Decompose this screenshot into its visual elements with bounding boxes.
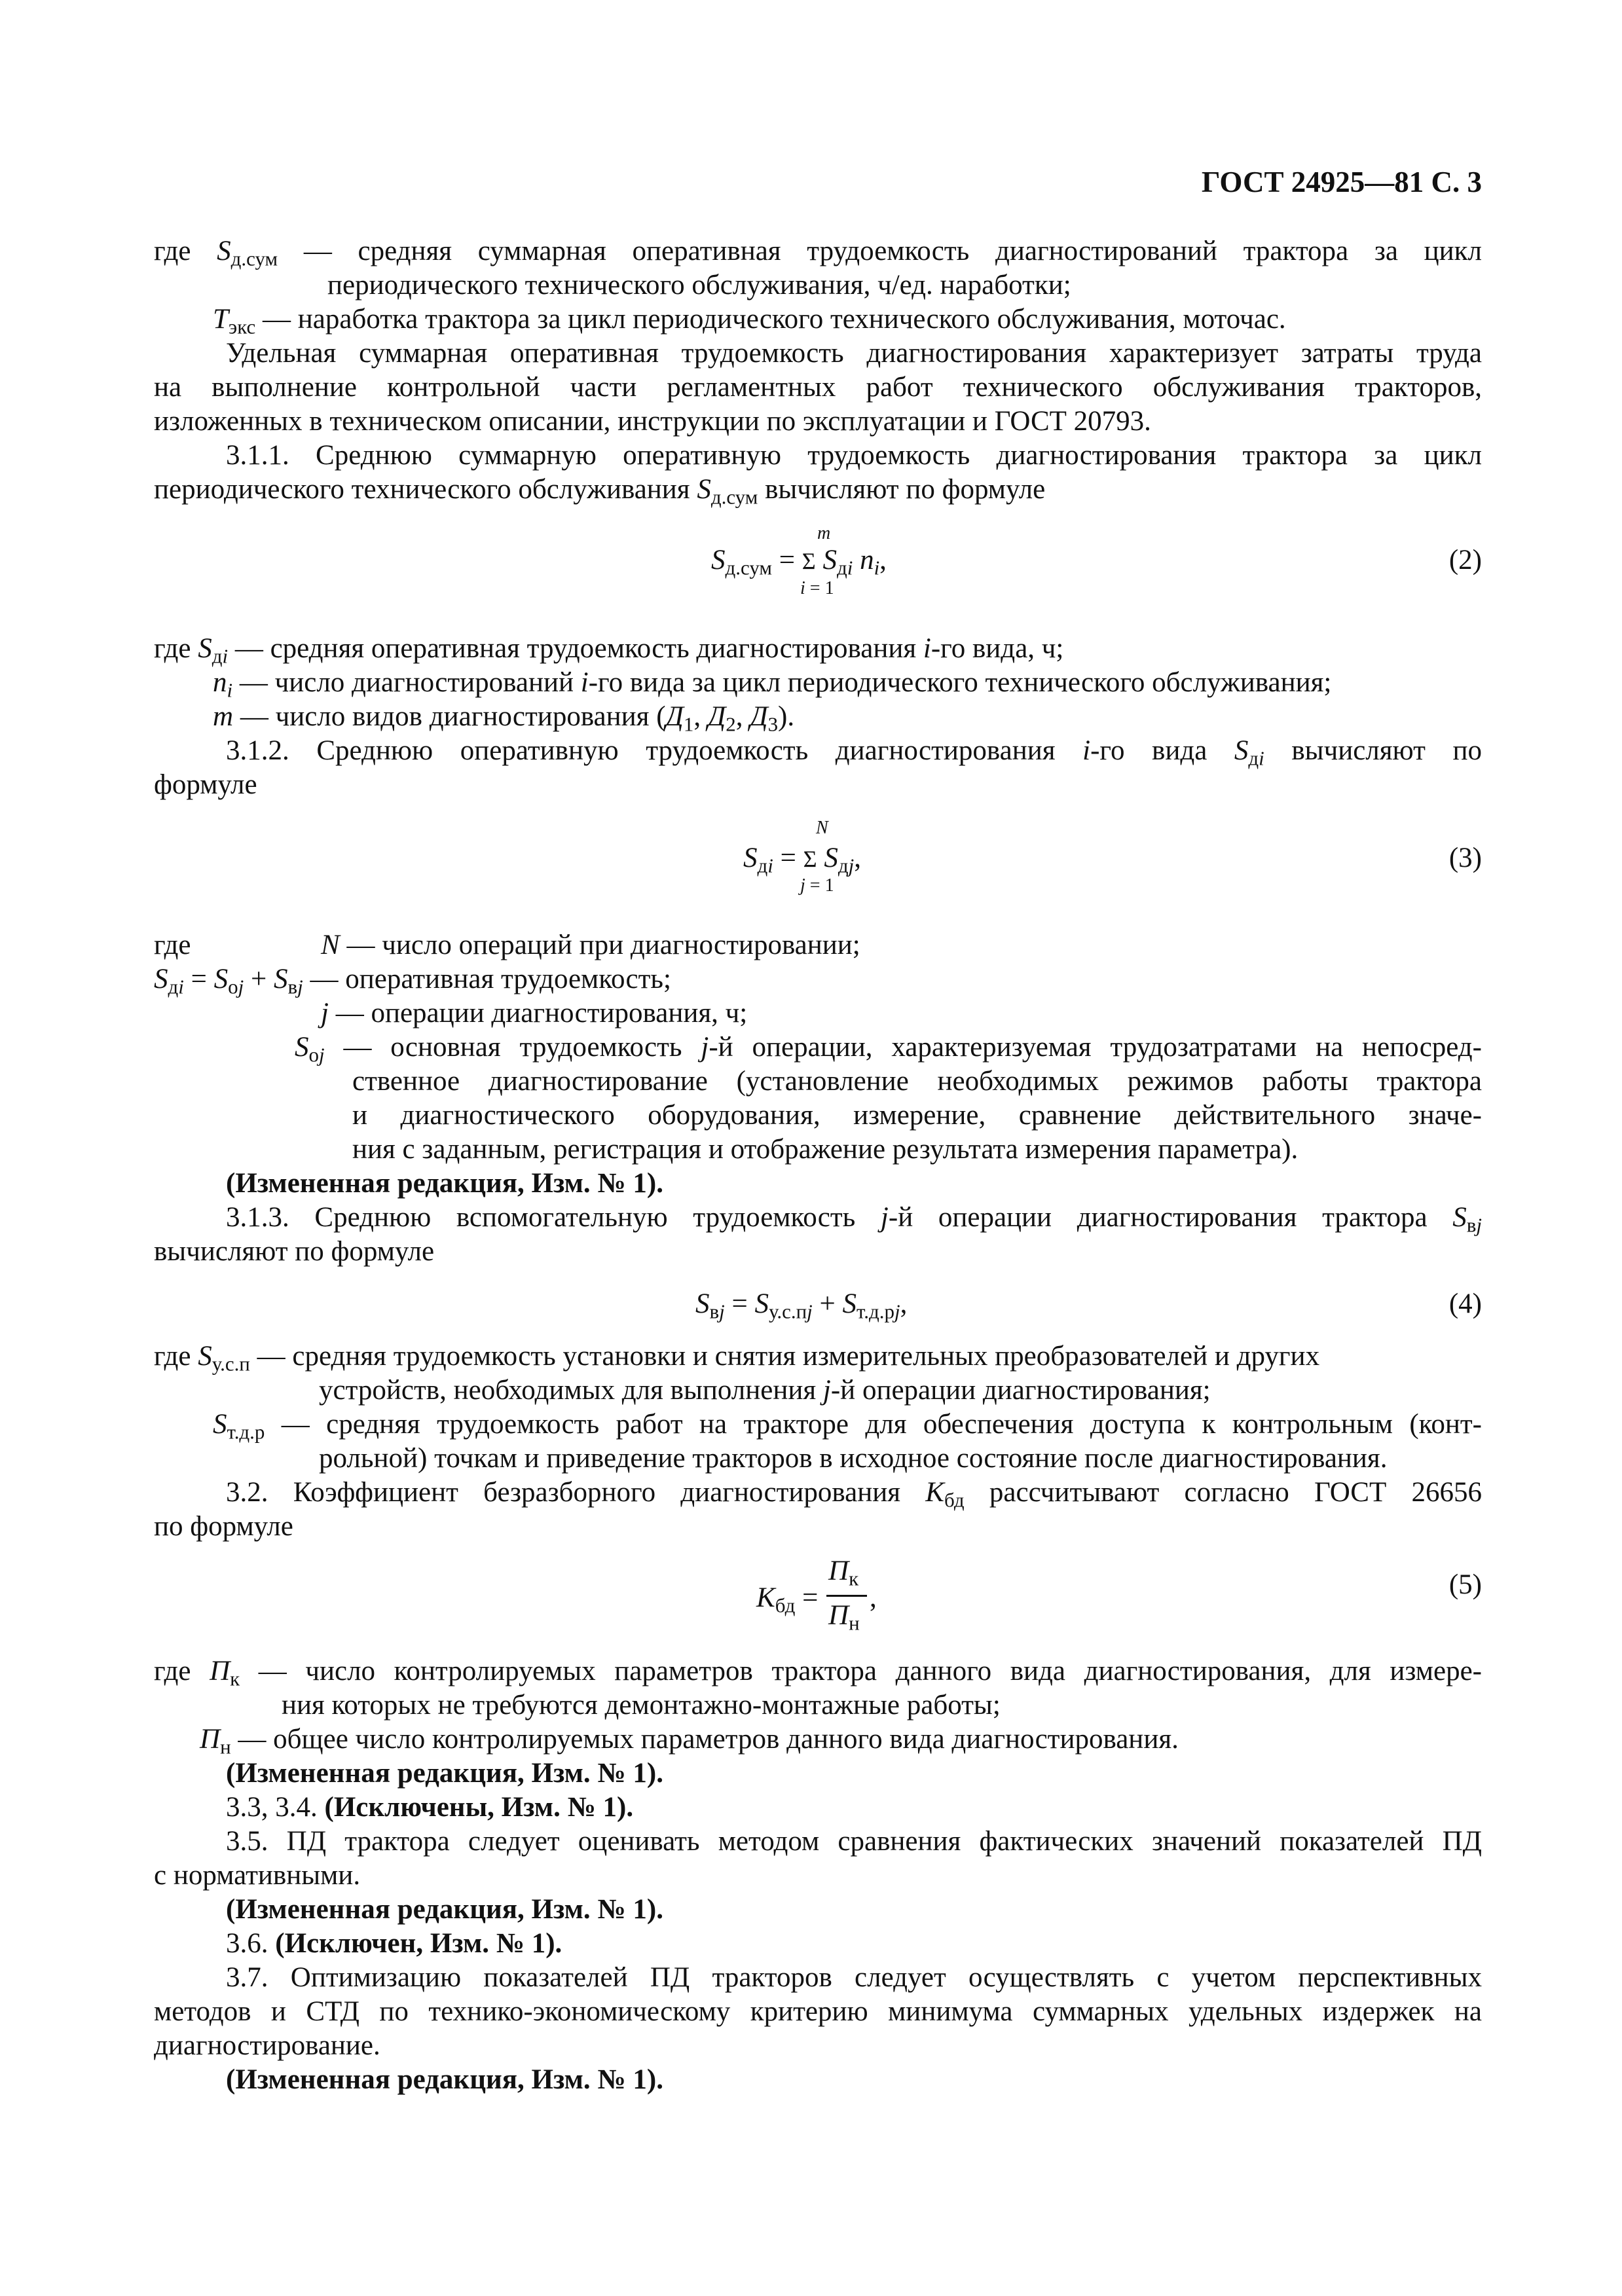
definition-s-di: где $S_{дi}$ — средняя оперативная трудоемкость диагностирования i-го вида, ч; — [154, 633, 1064, 668]
definition-n-i: $n_i$ — число диагностирований i-го вида за цикл периодического технического обслуживания; — [213, 667, 1332, 702]
text-line: на выполнение контрольной части регламентных работ технического обслуживания тракторов, — [154, 372, 1482, 403]
fraction-numerator: $П_к$ — [828, 1556, 859, 1590]
section-3-5: 3.5. ПД трактора следует оценивать методом сравнения фактических значений показателей ПД — [226, 1826, 1482, 1857]
formula-2: $S_{д.сум} = \Sigma$ $S_{дi}$ $n_i$, — [711, 545, 887, 579]
section-3-2: 3.2. Коэффициент безразборного диагностирования $K_{бд}$ рассчитывают согласно ГОСТ 26656 — [226, 1477, 1482, 1512]
text-line: изложенных в техническом описании, инструкции по эксплуатации и ГОСТ 20793. — [154, 406, 1151, 437]
sum-upper-limit: N — [816, 818, 828, 838]
text-line: методов и СТД по технико-экономическому критерию минимума суммарных удельных издержек на — [154, 1996, 1482, 2027]
sum-lower-limit: i = 1 — [800, 578, 834, 598]
formula-5-lhs: $K_{бд}$ = — [756, 1582, 819, 1617]
definition-N: N — число операций при диагностировании; — [321, 930, 860, 960]
definition-p-n: $П_н$ — общее число контролируемых параметров данного вида диагностирования. — [200, 1724, 1179, 1758]
formula-4: $S_{вj} = S_{у.с.пj} + S_{т.д.рj}$, — [695, 1288, 908, 1323]
page-header: ГОСТ 24925—81 С. 3 — [1201, 166, 1482, 198]
text-line: периодического технического обслуживания $S_{д.сум}$ вычисляют по формуле — [154, 474, 1046, 509]
text-line: и диагностического оборудования, измерение, сравнение действительного значе- — [352, 1100, 1482, 1131]
formula-number: (3) — [1448, 843, 1482, 873]
amendment-note: (Измененная редакция, Изм. № 1). — [226, 1168, 663, 1199]
formula-number: (2) — [1448, 545, 1482, 575]
definition-j: j — операции диагностирования, ч; — [321, 998, 748, 1029]
formula-number: (4) — [1448, 1288, 1482, 1319]
text-line: по формуле — [154, 1511, 293, 1542]
section-3-1-1: 3.1.1. Среднюю суммарную оперативную трудоемкость диагностирования трактора за цикл — [226, 440, 1482, 471]
text-line: диагностирование. — [154, 2030, 380, 2061]
definition-s-di-sum: $S_{дi} = S_{оj} + S_{вj}$ — оперативная трудоемкость; — [154, 964, 671, 998]
definition-s-ysp: где $S_{у.с.п}$ — средняя трудоемкость установки и снятия измерительных преобразователей и других — [154, 1341, 1320, 1376]
sum-lower-limit: j = 1 — [800, 875, 834, 896]
section-3-6: 3.6. (Исключен, Изм. № 1). — [226, 1928, 562, 1959]
text-line: с нормативными. — [154, 1860, 361, 1891]
fraction-denominator: $П_н$ — [828, 1600, 860, 1635]
definition-s-dsum: где $S_{д.сум}$ — средняя суммарная оперативная трудоемкость диагностирований трактора за цикл — [154, 236, 1482, 270]
text-line: устройств, необходимых для выполнения j-й операции диагностирования; — [319, 1375, 1211, 1406]
section-3-3-3-4: 3.3, 3.4. (Исключены, Изм. № 1). — [226, 1792, 634, 1823]
sigma-symbol: Σ — [802, 548, 816, 574]
text-line: формуле — [154, 769, 257, 800]
text-line: периодического технического обслуживания, ч/ед. наработки; — [327, 270, 1071, 301]
section-3-7: 3.7. Оптимизацию показателей ПД тракторов следует осуществлять с учетом перспективных — [226, 1962, 1482, 1993]
formula-5-comma: , — [870, 1582, 877, 1613]
sigma-symbol: Σ — [803, 846, 817, 872]
fraction-bar — [826, 1595, 867, 1597]
amendment-note: (Измененная редакция, Изм. № 1). — [226, 1758, 663, 1789]
text-line: Удельная суммарная оперативная трудоемкость диагностирования характеризует затраты труда — [226, 338, 1482, 369]
formula-number: (5) — [1448, 1569, 1482, 1600]
definition-s-oj: $S_{оj}$ — основная трудоемкость j-й операции, характеризуемая трудозатратами на непосред- — [295, 1032, 1482, 1066]
text-line: ственное диагностирование (установление необходимых режимов работы трактора — [352, 1066, 1482, 1097]
definition-p-k: где $П_к$ — число контролируемых параметров трактора данного вида диагностирования, для измере- — [154, 1656, 1482, 1690]
section-3-1-2: 3.1.2. Среднюю оперативную трудоемкость диагностирования i-го вида $S_{дi}$ вычисляют по — [226, 735, 1482, 770]
section-3-1-3: 3.1.3. Среднюю вспомогательную трудоемкость j-й операции диагностирования трактора $S_{вj}$ — [226, 1202, 1482, 1237]
text-line: вычисляют по формуле — [154, 1236, 435, 1267]
definition-s-tdr: $S_{т.д.р}$ — средняя трудоемкость работ на тракторе для обеспечения доступа к контрольным (конт- — [213, 1409, 1482, 1444]
formula-3: $S_{дi} = \Sigma$ $S_{дj}$, — [743, 843, 861, 877]
text-line: ния которых не требуются демонтажно-монтажные работы; — [282, 1690, 1001, 1721]
text-line: ния с заданным, регистрация и отображение результата измерения параметра). — [352, 1134, 1299, 1165]
text-line: где — [154, 930, 191, 960]
amendment-note: (Измененная редакция, Изм. № 1). — [226, 2064, 663, 2095]
definition-m: m — число видов диагностирования ($Д_1$, $Д_2$, $Д_3$). — [213, 701, 795, 736]
sum-upper-limit: m — [817, 523, 831, 543]
amendment-note: (Измененная редакция, Изм. № 1). — [226, 1894, 663, 1925]
definition-t-eks: $T_{экс}$ — наработка трактора за цикл периодического технического обслуживания, моточас. — [213, 304, 1286, 338]
text-line: рольной) точкам и приведение тракторов в исходное состояние после диагностирования. — [319, 1443, 1388, 1474]
